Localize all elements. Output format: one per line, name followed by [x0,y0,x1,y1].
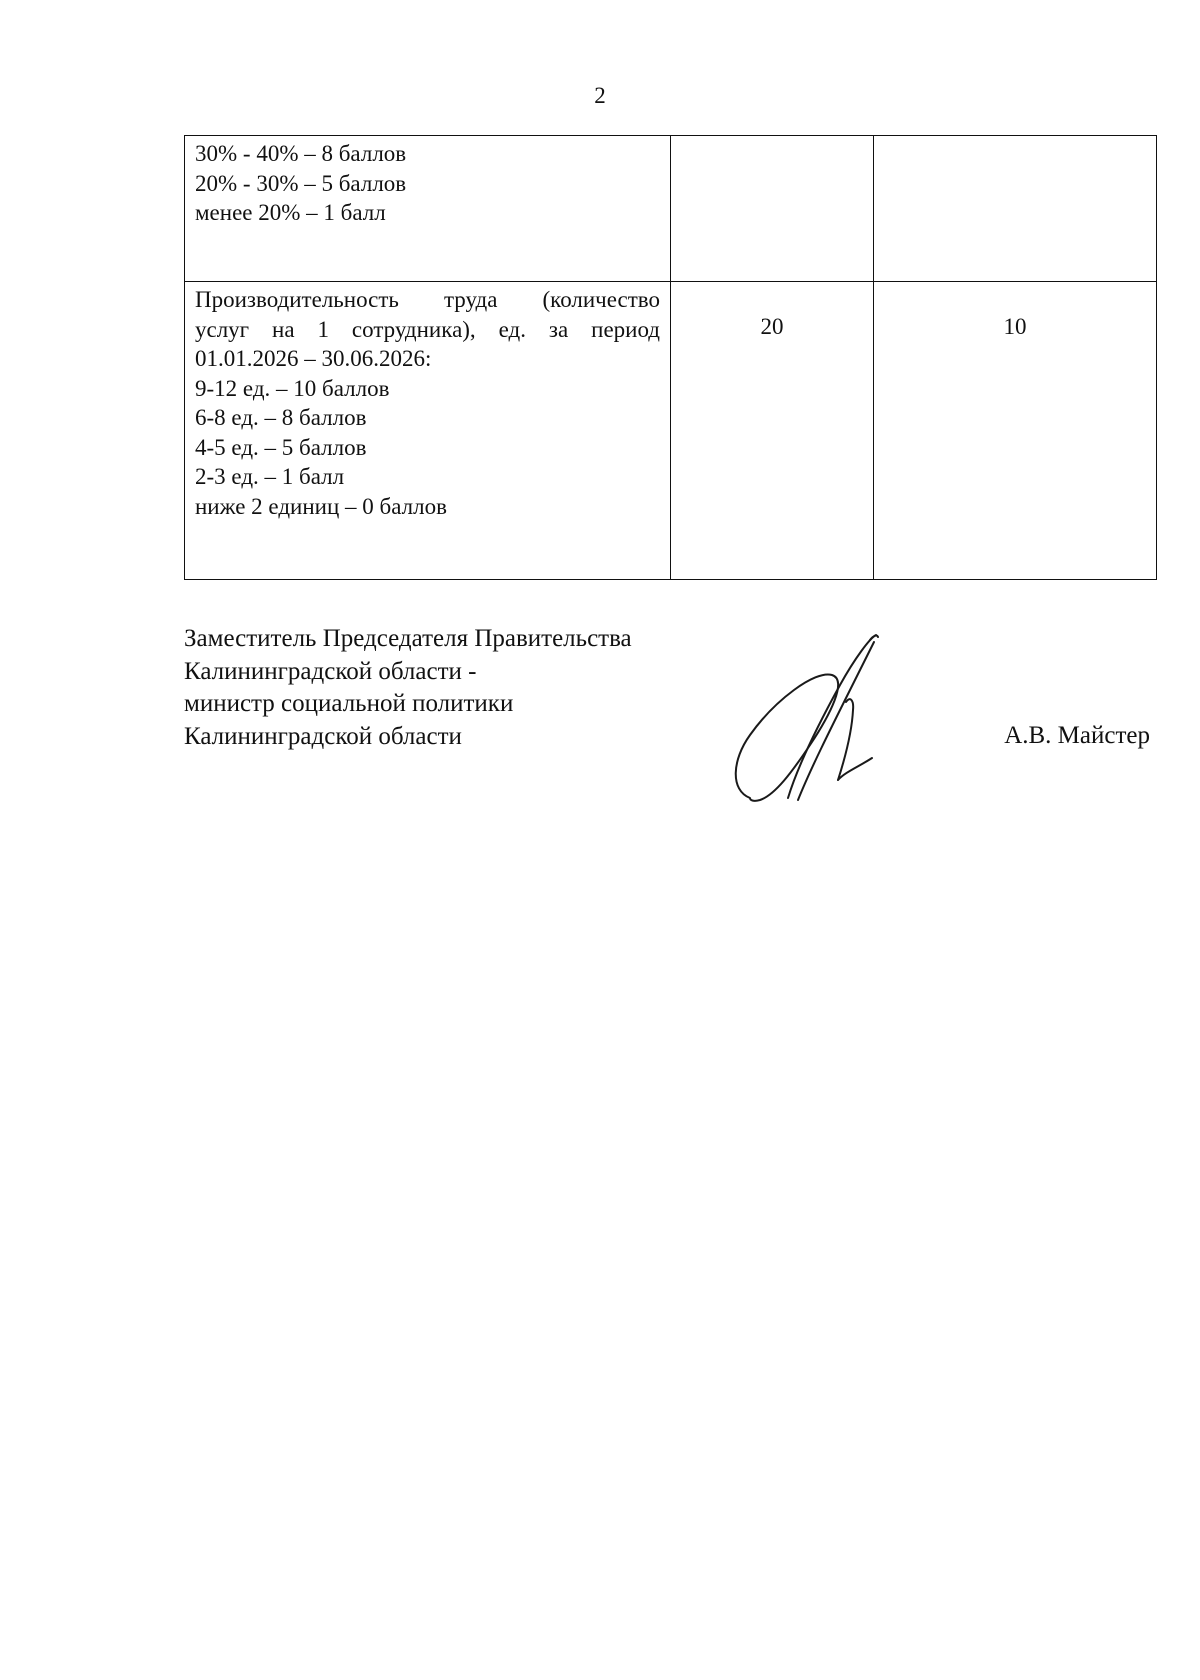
criteria-line: 01.01.2026 – 30.06.2026: [195,346,432,371]
table-row [185,136,1157,282]
criteria-line: ниже 2 единиц – 0 баллов [195,493,447,519]
position-line: Калининградской области [184,722,462,750]
criteria-cell [185,282,671,580]
criteria-line: 9-12 ед. – 10 баллов [195,375,390,401]
criteria-line: услуг на 1 сотрудника), ед. за период [195,316,660,342]
max-score-cell: 20 [671,282,874,580]
score-cell [874,136,1157,282]
criteria-cell [185,136,671,282]
criteria-line: 2-3 ед. – 1 балл [195,464,345,489]
criteria-line: менее 20% – 1 балл [195,200,386,225]
position-line: Заместитель Председателя Правительства [184,625,632,652]
criteria-line: 6-8 ед. – 8 баллов [195,405,367,430]
score-cell: 10 [874,282,1157,580]
criteria-table [184,135,1157,580]
signer-name: А.В. Майстер [1004,722,1150,749]
position-line: министр социальной политики [184,690,514,717]
max-score-cell [671,136,874,282]
handwritten-signature [720,630,900,810]
criteria-line: 20% - 30% – 5 баллов [195,170,407,196]
criteria-line: 30% - 40% – 8 баллов [195,141,407,166]
criteria-line: 4-5 ед. – 5 баллов [195,434,367,460]
page-number: 2 [594,83,606,108]
table-row [185,282,1157,580]
position-line: Калининградской области - [184,657,477,685]
criteria-line: Производительность труда (количество [195,287,660,312]
signatory-position [184,623,632,753]
